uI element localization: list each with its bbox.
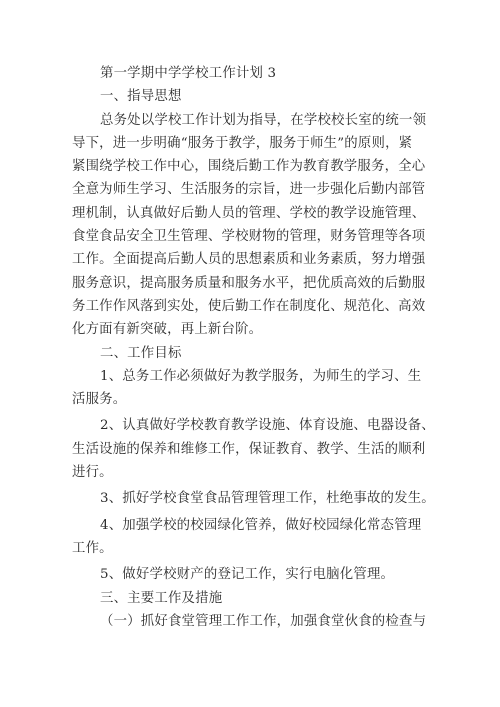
text-line: 5、做好学校财产的登记工作，实行电脑化管理。 bbox=[100, 567, 395, 583]
text-line: 理机制，认真做好后勤人员的管理、学校的教学设施管理、 bbox=[72, 205, 426, 221]
text-line: 化方面有新突破，再上新台阶。 bbox=[72, 322, 263, 338]
text-line: 3、抓好学校食堂食品管理管理工作，杜绝事故的发生。 bbox=[100, 491, 435, 507]
text-line: 进行。 bbox=[72, 465, 113, 481]
text-line: 全意为师生学习、生活服务的宗旨，进一步强化后勤内部管 bbox=[72, 182, 426, 198]
document-body bbox=[72, 62, 434, 633]
text-line: 服务意识，提高服务质量和服务水平，把优质高效的后勤服 bbox=[72, 275, 426, 291]
paragraph bbox=[72, 414, 434, 484]
text-line: 食堂食品安全卫生管理、学校财物的管理，财务管理等各项 bbox=[72, 229, 426, 245]
paragraph bbox=[72, 514, 434, 561]
section-heading: 一、指导思想 bbox=[100, 89, 182, 105]
paragraph bbox=[72, 487, 434, 510]
paragraph bbox=[72, 563, 434, 586]
text-line: 工作。全面提高后勤人员的思想素质和业务素质，努力增强 bbox=[72, 252, 426, 268]
document-title: 第一学期中学学校工作计划 3 bbox=[100, 66, 277, 81]
text-line: 总务处以学校工作计划为指导，在学校校长室的统一领 bbox=[100, 112, 427, 128]
text-line: 活服务。 bbox=[72, 392, 127, 408]
text-line: 2、认真做好学校教育教学设施、体育设施、电器设备、 bbox=[100, 418, 435, 434]
text-line: 紧围绕学校工作中心，围绕后勤工作为教育教学服务，全心 bbox=[72, 159, 426, 175]
text-line: 工作。 bbox=[72, 540, 113, 556]
text-line: （一）抓好食堂管理工作工作，加强食堂伙食的检查与 bbox=[100, 613, 427, 629]
section-heading: 三、主要工作及措施 bbox=[100, 590, 223, 606]
paragraph bbox=[72, 610, 434, 633]
text-line: 导下，进一步明确“服务于教学，服务于师生”的原则，紧 bbox=[72, 135, 413, 151]
text-line: 4、加强学校的校园绿化管养，做好校园绿化常态管理 bbox=[100, 517, 422, 533]
section-heading: 二、工作目标 bbox=[100, 345, 182, 361]
text-line: 务工作作风落到实处，使后勤工作在制度化、规范化、高效 bbox=[72, 298, 426, 314]
text-line: 生活设施的保养和维修工作，保证教育、教学、生活的顺利 bbox=[72, 441, 426, 457]
paragraph bbox=[72, 365, 434, 412]
text-line: 1、总务工作必须做好为教学服务，为师生的学习、生 bbox=[100, 368, 422, 384]
paragraph bbox=[72, 109, 434, 342]
